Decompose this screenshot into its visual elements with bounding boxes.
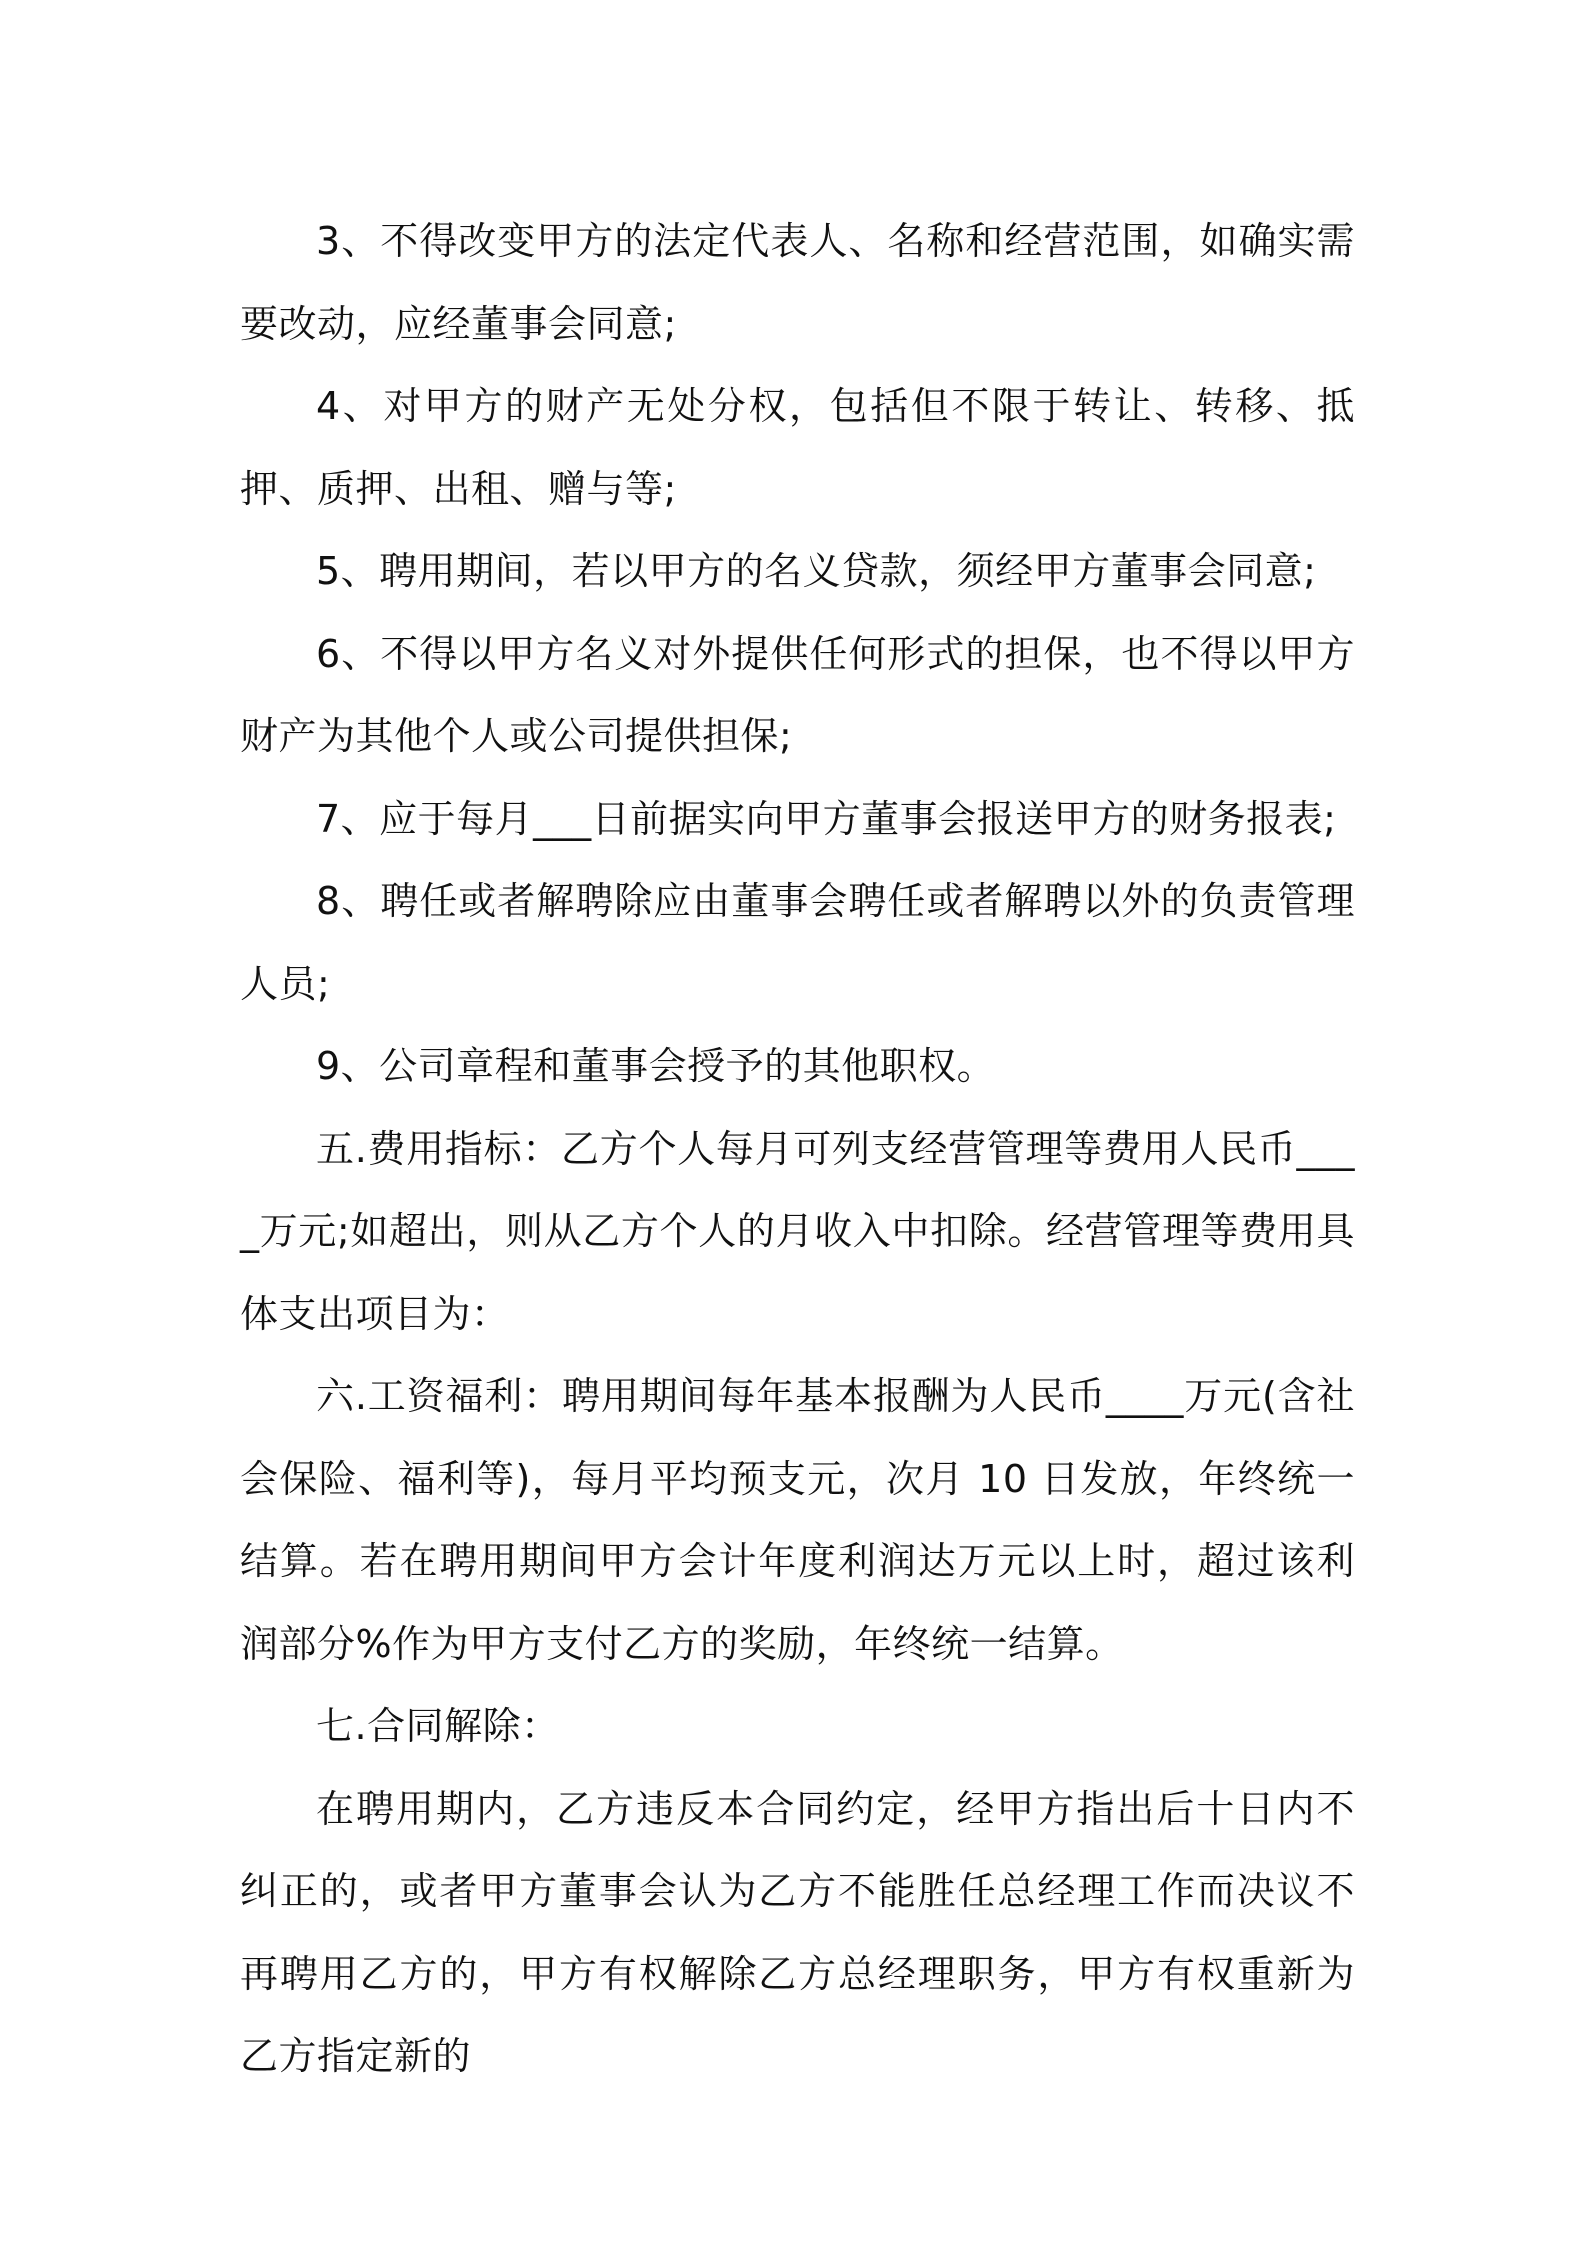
section-contract-termination-body: 在聘用期内，乙方违反本合同约定，经甲方指出后十日内不纠正的，或者甲方董事会认为乙方不能胜任总经理工作而决议不再聘用乙方的，甲方有权解除乙方总经理职务，甲方有权重新为乙方指定新的 bbox=[240, 1786, 1355, 2078]
clause-5: 5、聘用期间，若以甲方的名义贷款，须经甲方董事会同意; bbox=[316, 549, 1317, 593]
clause-7: 7、应于每月___日前据实向甲方董事会报送甲方的财务报表; bbox=[316, 796, 1337, 841]
document-body bbox=[240, 200, 1355, 2098]
section-contract-termination-heading: 七.合同解除： bbox=[316, 1704, 560, 1748]
clause-9: 9、公司章程和董事会授予的其他职权。 bbox=[316, 1044, 996, 1088]
clause-6: 6、不得以甲方名义对外提供任何形式的担保，也不得以甲方财产为其他个人或公司提供担保; bbox=[240, 631, 1355, 758]
section-expense-indicator: 五.费用指标：乙方个人每月可列支经营管理等费用人民币____万元;如超出，则从乙方个人的月收入中扣除。经营管理等费用具体支出项目为： bbox=[240, 1126, 1355, 1336]
clause-4: 4、对甲方的财产无处分权，包括但不限于转让、转移、抵押、质押、出租、赠与等; bbox=[240, 384, 1355, 511]
clause-3: 3、不得改变甲方的法定代表人、名称和经营范围，如确实需要改动，应经董事会同意; bbox=[240, 219, 1355, 346]
section-salary-benefits: 六.工资福利：聘用期间每年基本报酬为人民币____万元(含社会保险、福利等)，每月平均预支元，次月 10 日发放，年终统一结算。若在聘用期间甲方会计年度利润达万元以上时，超过该利润部分%作为甲方支付乙方的奖励，年终统一结算。 bbox=[240, 1374, 1355, 1666]
clause-8: 8、聘任或者解聘除应由董事会聘任或者解聘以外的负责管理人员; bbox=[240, 879, 1355, 1006]
